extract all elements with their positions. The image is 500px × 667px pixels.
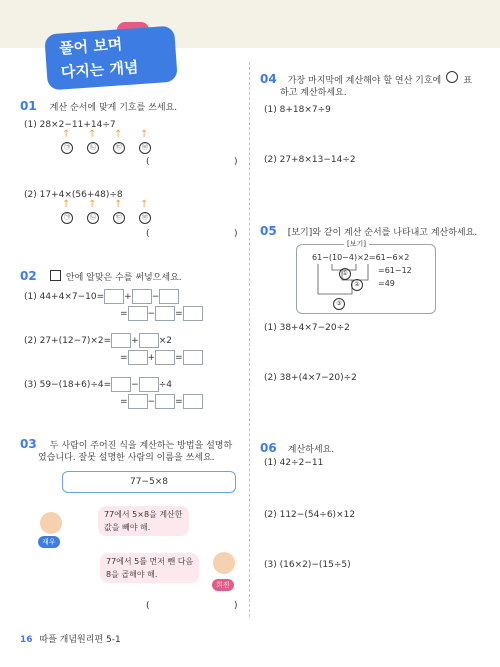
answer-box[interactable] (183, 306, 203, 321)
section-title-badge (44, 26, 178, 91)
q04-text-1: 가장 마지막에 계산해야 할 연산 기호에 (287, 76, 442, 86)
speech-bubble-2: 77에서 5를 먼저 뺀 다음 8을 곱해야 해. (100, 553, 199, 583)
boy-avatar-icon (40, 512, 62, 534)
answer-box[interactable] (155, 394, 175, 409)
example-line-2: =61−12 (378, 266, 412, 275)
column-divider (249, 62, 250, 617)
answer-box[interactable] (104, 289, 124, 304)
answer-paren-open: ( (146, 229, 150, 239)
arrow-icon: ↑ (140, 129, 149, 140)
q06-problem-1: (1) 42÷2−11 (264, 458, 324, 468)
q03-number: 03 (20, 437, 37, 451)
name-tag-1: 재우 (38, 536, 60, 548)
step-3: ③ (333, 298, 345, 310)
circle-mark-icon (446, 71, 458, 83)
answer-box[interactable] (183, 394, 203, 409)
step-2: ② (351, 279, 363, 291)
book-title: 따플 개념원리편 5-1 (39, 635, 121, 645)
q02-row-3a: (3) 59−(18+6)÷4= − ÷4 (24, 377, 172, 392)
answer-box[interactable] (155, 306, 175, 321)
answer-box[interactable] (128, 350, 148, 365)
answer-box[interactable] (128, 306, 148, 321)
q02-row-2b: = + = (120, 350, 203, 365)
q01-problem-2: (2) 17+4×(56+48)÷8 (24, 190, 123, 200)
q05-header (260, 220, 477, 239)
marker-d: ㉣ (139, 212, 151, 224)
q02-row-3b: = − = (120, 394, 203, 409)
q06-header (260, 437, 334, 456)
q05-number: 05 (260, 224, 277, 238)
marker-c: ㉢ (113, 212, 125, 224)
example-line-3: =49 (378, 279, 395, 288)
marker-b: ㉡ (87, 142, 99, 154)
arrow-icon: ↑ (140, 199, 149, 210)
answer-paren-close: ) (234, 601, 238, 611)
q03-expression: 77−5×8 (62, 471, 236, 493)
q02-row-1b: = − = (120, 306, 203, 321)
title-line1: 풀어 보며 (58, 35, 123, 58)
arrow-icon: ↑ (88, 199, 97, 210)
q03-text-1: 두 사람이 주어진 식을 계산하는 방법을 설명하 (49, 441, 233, 451)
marker-d: ㉣ (139, 142, 151, 154)
arrow-icon: ↑ (114, 129, 123, 140)
q04-problem-2: (2) 27+8×13−14÷2 (264, 155, 356, 165)
arrow-icon: ↑ (114, 199, 123, 210)
q06-problem-3: (3) (16×2)−(15÷5) (264, 560, 351, 570)
marker-a: ㉠ (61, 142, 73, 154)
answer-box[interactable] (111, 333, 131, 348)
answer-box[interactable] (139, 333, 159, 348)
page-footer (20, 632, 121, 645)
answer-box[interactable] (139, 377, 159, 392)
q01-text: 계산 순서에 맞게 기호를 쓰세요. (49, 103, 178, 113)
answer-box[interactable] (132, 289, 152, 304)
q05-problem-2: (2) 38+(4×7−20)÷2 (264, 373, 357, 383)
q04-header: 04 가장 마지막에 계산해야 할 연산 기호에 표 (260, 72, 473, 86)
answer-box[interactable] (128, 394, 148, 409)
q01-header (20, 95, 177, 114)
q02-problem-1: (1) 44+4×7−10= (24, 292, 105, 302)
q02-row-2a: (2) 27+(12−7)×2= + ×2 (24, 333, 172, 348)
title-line2: 다지는 개념 (60, 58, 140, 82)
arrow-icon: ↑ (88, 129, 97, 140)
q03-text-2: 였습니다. 잘못 설명한 사람의 이름을 쓰세요. (38, 453, 215, 463)
q06-number: 06 (260, 441, 277, 455)
name-tag-2: 희진 (212, 579, 234, 591)
q06-problem-2: (2) 112−(54÷6)×12 (264, 510, 356, 520)
step-1: ① (339, 268, 351, 280)
q02-row-1a: (1) 44+4×7−10= + − (24, 289, 179, 304)
marker-c: ㉢ (113, 142, 125, 154)
q01-problem-1: (1) 28×2−11+14÷7 (24, 120, 116, 130)
page-number: 16 (20, 635, 33, 645)
q05-text: [보기]와 같이 계산 순서를 나타내고 계산하세요. (287, 228, 478, 238)
example-line-1: 61−(10−4)×2=61−6×2 (312, 253, 410, 262)
marker-b: ㉡ (87, 212, 99, 224)
answer-paren-close: ) (234, 229, 238, 239)
answer-box[interactable] (155, 350, 175, 365)
q04-text-2: 하고 계산하세요. (280, 88, 347, 98)
q04-problem-1: (1) 8+18×7÷9 (264, 105, 331, 115)
marker-a: ㉠ (61, 212, 73, 224)
q02-number: 02 (20, 269, 37, 283)
q05-problem-1: (1) 38+4×7−20÷2 (264, 323, 350, 333)
q04-number: 04 (260, 72, 277, 86)
arrow-icon: ↑ (62, 199, 71, 210)
q02-text: 안에 알맞은 수를 써넣으세요. (65, 273, 182, 283)
answer-box[interactable] (159, 289, 179, 304)
q02-header (20, 265, 182, 284)
blank-box-icon (50, 270, 61, 281)
answer-paren-open: ( (146, 601, 150, 611)
answer-box[interactable] (183, 350, 203, 365)
speech-bubble-1: 77에서 5×8을 계산한 값을 빼야 해. (98, 506, 189, 536)
q06-text: 계산하세요. (287, 445, 335, 455)
q02-problem-3: (3) 59−(18+6)÷4= (24, 380, 112, 390)
q02-problem-2: (2) 27+(12−7)×2= (24, 336, 112, 346)
answer-paren-open: ( (146, 157, 150, 167)
girl-avatar-icon (213, 552, 235, 574)
answer-box[interactable] (111, 377, 131, 392)
arrow-icon: ↑ (62, 129, 71, 140)
answer-paren-close: ) (234, 157, 238, 167)
q01-number: 01 (20, 99, 37, 113)
example-label: [보기] (344, 239, 369, 249)
